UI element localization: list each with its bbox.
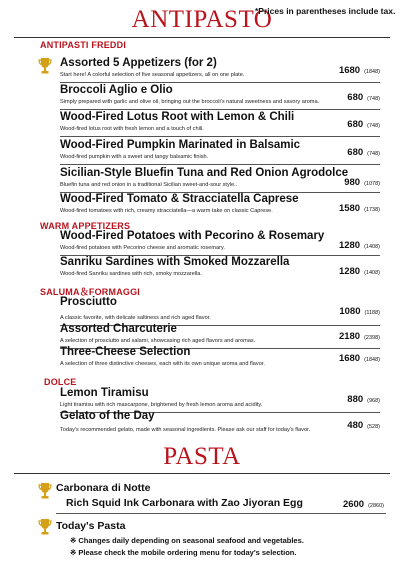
carbonara-title: Carbonara di Notte: [56, 482, 151, 494]
menu-item: Sicilian-Style Bluefin Tuna and Red Onion Agrodolce Bluefin tuna and red onion in a traditional Sicilian sweet-and-sour style.. 980 (1078): [60, 167, 398, 193]
menu-item: Wood-Fired Tomato & Stracciatella Caprese Wood-fired tomatoes with rich, creamy stracciatella—a warm take on classic Caprese. 1580 (1738): [60, 193, 380, 214]
trophy-icon: [38, 57, 52, 75]
section-antipasti-freddi: ANTIPASTI FREDDI: [40, 40, 127, 50]
menu-item: Prosciutto A classic favorite, with delicate saltiness and rich aged flavor. 1080 (1188): [60, 296, 398, 326]
carbonara-price: 2600 (2860): [342, 499, 384, 510]
menu-item: Sanriku Sardines with Smoked Mozzarella Wood-fired Sanriku sardines with rich, smoky mozzarella. 1280 (1408): [60, 256, 380, 277]
title-divider: [14, 473, 390, 474]
menu-item: Three-Cheese Selection A selection of three distinctive cheeses, each with its own unique aroma and flavor. 1680 (1848): [60, 346, 380, 367]
tax-note: *Prices in parentheses include tax.: [255, 6, 396, 16]
menu-item: Gelato of the Day Today's recommended gelato, made with seasonal ingredients. Please ask our staff for today's flavor. 480 (528): [60, 410, 380, 433]
title-divider: [14, 37, 390, 38]
menu-item: Wood-Fired Potatoes with Pecorino & Rosemary Wood-fired potatoes with Pecorino cheese and aromatic rosemary. 1280 (1408): [60, 230, 398, 256]
section-warm-appetizers: WARM APPETIZERS: [40, 221, 131, 231]
carbonara-name: Rich Squid Ink Carbonara with Zao Jiyoran Egg: [66, 497, 303, 509]
trophy-icon: [38, 482, 52, 500]
menu-item: Assorted Charcuterie A selection of prosciutto and salami, showcasing rich aged flavors and aromas. 2180 (2398): [60, 323, 398, 349]
antipasto-title: ANTIPASTO: [131, 6, 273, 33]
menu-item: Assorted 5 Appetizers (for 2) Start here! A colorful selection of five seasonal appetizers, all on one plate. 1680 (1848): [60, 57, 398, 83]
trophy-icon: [38, 518, 52, 536]
pasta-note: ※ Please check the mobile ordering menu for today's selection.: [70, 548, 297, 557]
section-salumi-formaggi: SALUMA＆FORMAGGI: [40, 287, 140, 297]
todays-pasta-title: Today's Pasta: [56, 520, 126, 532]
menu-item: Wood-Fired Lotus Root with Lemon & Chili Wood-fired lotus root with fresh lemon and a touch of chili. 680 (748): [60, 111, 398, 137]
pasta-title: PASTA: [163, 443, 241, 470]
menu-item: Broccoli Aglio e Olio Simply prepared with garlic and olive oil, bringing out the broccoli's natural sweetness and savory aroma. 680 (748): [60, 84, 398, 110]
pasta-note: ※ Changes daily depending on seasonal seafood and vegetables.: [70, 536, 304, 545]
section-dolce: DOLCE: [44, 377, 77, 387]
menu-item: Wood-Fired Pumpkin Marinated in Balsamic Wood-fired pumpkin with a sweet and tangy balsamic finish. 680 (748): [60, 139, 398, 165]
divider: [56, 513, 386, 514]
menu-item: Lemon Tiramisu Light tiramisu with rich mascarpone, brightened by fresh lemon aroma and acidity. 880 (968): [60, 387, 398, 413]
